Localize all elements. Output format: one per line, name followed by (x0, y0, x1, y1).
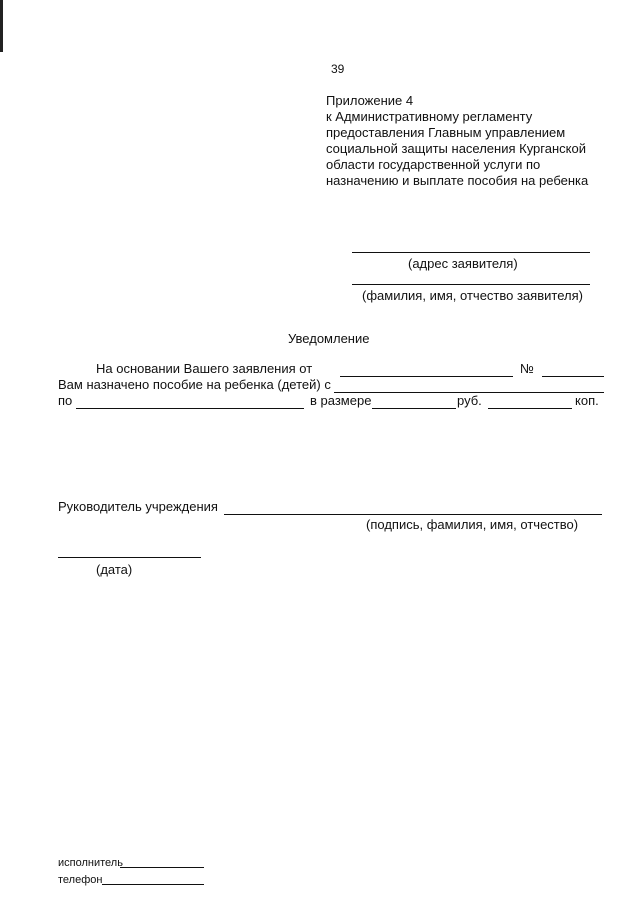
body-line-3 (58, 393, 606, 411)
page-number: 39 (331, 62, 345, 76)
amount-label: в размере (310, 393, 372, 408)
signature-caption: (подпись, фамилия, имя, отчество) (366, 517, 579, 532)
appendix-line: Приложение 4 (326, 93, 414, 108)
scan-edge-mark (0, 0, 3, 52)
application-number-label: № (520, 361, 534, 376)
appendix-line: к Административному регламенту (326, 109, 533, 124)
date-field-line[interactable] (58, 557, 201, 558)
name-field-line[interactable] (352, 284, 590, 285)
benefit-start-label: Вам назначено пособие на ребенка (детей) с (58, 377, 331, 392)
appendix-header (326, 93, 626, 189)
benefit-end-label: по (58, 393, 73, 408)
signature-field[interactable] (224, 514, 602, 515)
phone-label: телефон (58, 874, 103, 886)
amount-kop-field[interactable] (488, 408, 572, 409)
signature-line (58, 499, 606, 517)
appendix-line: предоставления Главным управлением (326, 125, 566, 140)
phone-field-line[interactable] (102, 884, 204, 885)
address-caption: (адрес заявителя) (408, 256, 518, 271)
amount-rub-field[interactable] (372, 408, 456, 409)
executor-field-line[interactable] (120, 867, 204, 868)
head-of-institution-label: Руководитель учреждения (58, 499, 218, 514)
address-field-line[interactable] (352, 252, 590, 253)
application-date-label: На основании Вашего заявления от (96, 361, 313, 376)
appendix-line: социальной защиты населения Курганской (326, 141, 586, 156)
kop-label: коп. (575, 393, 599, 408)
date-caption: (дата) (96, 562, 133, 577)
benefit-end-field[interactable] (76, 408, 304, 409)
document-title: Уведомление (288, 331, 370, 346)
rub-label: руб. (457, 393, 482, 408)
appendix-line: назначению и выплате пособия на ребенка (326, 173, 589, 188)
appendix-line: области государственной услуги по (326, 157, 541, 172)
executor-label: исполнитель (58, 857, 123, 869)
name-caption: (фамилия, имя, отчество заявителя) (362, 288, 583, 303)
